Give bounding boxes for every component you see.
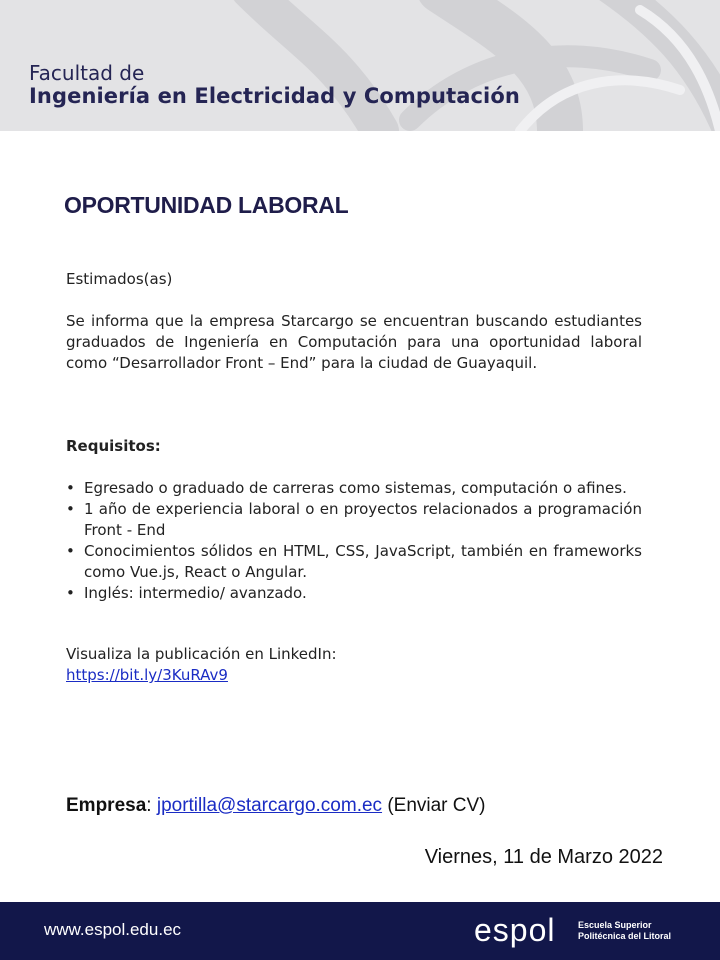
logo-wordmark: espol: [474, 914, 556, 948]
faculty-name-line1: Facultad de: [29, 61, 145, 85]
header-banner: [0, 0, 720, 131]
contact-note: (Enviar CV): [387, 795, 486, 816]
requirement-text: Conocimientos sólidos en HTML, CSS, JavaScript, también en frameworks como Vue.js, React o Angular.: [84, 542, 642, 581]
contact-email-link[interactable]: jportilla@starcargo.com.ec: [156, 795, 383, 816]
requirements-list: [66, 478, 642, 604]
linkedin-link[interactable]: https://bit.ly/3KuRAv9: [66, 666, 228, 684]
list-item: [66, 541, 642, 583]
linkedin-label: Visualiza la publicación en LinkedIn:: [66, 645, 337, 663]
date-text: Viernes, 11 de Marzo 2022: [424, 846, 663, 868]
requirement-text: Inglés: intermedio/ avanzado.: [84, 584, 307, 602]
bullet-icon: •: [66, 479, 75, 497]
list-item: [66, 499, 642, 541]
requirement-text: Egresado o graduado de carreras como sistemas, computación o afines.: [84, 479, 627, 497]
logo-subtitle: [578, 920, 671, 942]
logo-subtitle-line1: Escuela Superior: [578, 920, 652, 930]
contact-label: Empresa: [66, 795, 147, 816]
contact-line: Empresa: jportilla@starcargo.com.ec (Enviar CV): [66, 795, 486, 816]
footer-bar: [0, 902, 720, 960]
bullet-icon: •: [66, 584, 75, 602]
page-title: OPORTUNIDAD LABORAL: [64, 192, 349, 218]
list-item: [66, 583, 642, 604]
requirements-heading: Requisitos:: [66, 437, 161, 455]
greeting-text: Estimados(as): [66, 270, 173, 288]
espol-logo: [474, 914, 574, 950]
logo-subtitle-line2: Politécnica del Litoral: [578, 931, 672, 941]
requirement-text: 1 año de experiencia laboral o en proyectos relacionados a programación Front - End: [84, 500, 642, 539]
bullet-icon: •: [66, 542, 75, 560]
list-item: [66, 478, 642, 499]
bullet-icon: •: [66, 500, 75, 518]
intro-paragraph: Se informa que la empresa Starcargo se encuentran buscando estudiantes graduados de Ingeniería en Computación para una oportunidad laboral como “Desarrollador Front – End” para la ciudad de Guayaquil.: [66, 312, 642, 372]
faculty-name-line2: Ingeniería en Electricidad y Computación: [29, 84, 520, 108]
website-url[interactable]: www.espol.edu.ec: [44, 920, 182, 939]
